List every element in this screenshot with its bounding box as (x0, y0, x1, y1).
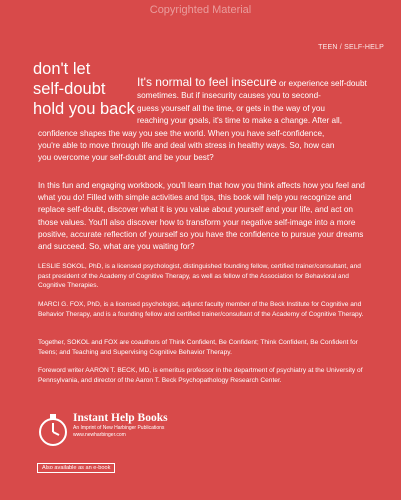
foreword-bio-beck: Foreword writer AARON T. BECK, MD, is emeritus professor in the department of psychiatry at the University of Pennsylvania, and director of the Aaron T. Beck Psychopathology Research Center. (38, 367, 363, 384)
intro-line: you're able to move through life and deal with stress in healthy ways. So, how can (38, 141, 335, 151)
intro-line: you overcome your self-doubt and be your best? (38, 153, 214, 163)
author-bio-fox: MARCI G. FOX, PhD, is a licensed psychologist, adjunct faculty member of the Beck Institute for Cognitive and Behavior Therapy, and is a founding fellow and certified trainer/consultant of the Academy of Cognitive Therapy. (38, 301, 364, 318)
publisher-url: www.newharbinger.com (73, 432, 126, 438)
publisher-logo-icon (37, 412, 69, 450)
headline-line-2: self-doubt (33, 80, 106, 98)
publisher-name: Instant Help Books (73, 412, 168, 424)
intro-line: or experience self-doubt (278, 79, 367, 88)
category-label: TEEN / SELF-HELP (318, 44, 384, 51)
intro-line: confidence shapes the way you see the world. When you have self-confidence, (38, 128, 325, 138)
coauthors-note: Together, SOKOL and FOX are coauthors of Think Confident, Be Confident; Think Confident, Be Confident for Teens; and Teaching and Supervising Cognitive Behavior Therapy. (38, 339, 358, 356)
headline-line-1: don't let (33, 60, 91, 78)
body-paragraph: In this fun and engaging workbook, you'll learn that how you think affects how you feel and what you do! Filled with simple activities and tips, this book will help you recognize and replace self-doubt, discover what it is you value about yourself and your life, and act on those values. You'll also discover how to transform your negative self-image into a more positive, accurate reflection of yourself so you have the confidence to pursue your dreams and succeed. So, what are you waiting for? (38, 181, 365, 252)
intro-lead: It's normal to feel insecure (137, 75, 277, 89)
intro-line: guess yourself all the time, or gets in the way of you (137, 103, 325, 113)
headline-line-3: hold you back (33, 100, 135, 118)
author-bio-sokol: LESLIE SOKOL, PhD, is a licensed psychologist, distinguished founding fellow, certified trainer/consultant, and past president of the Academy of Cognitive Therapy, as well as fellow of the Association for Behavioral and Cognitive Therapies. (38, 263, 361, 290)
intro-line: reaching your goals, it's time to make a change. After all, (137, 116, 342, 126)
intro-line: sometimes. But if insecurity causes you to second- (137, 91, 321, 101)
publisher-tagline: An Imprint of New Harbinger Publications (73, 425, 165, 431)
intro-paragraph (38, 76, 376, 165)
copyright-watermark: Copyrighted Material (149, 4, 252, 16)
publisher-logo (37, 412, 168, 450)
ebook-badge: Also available as an e-book (37, 463, 115, 473)
